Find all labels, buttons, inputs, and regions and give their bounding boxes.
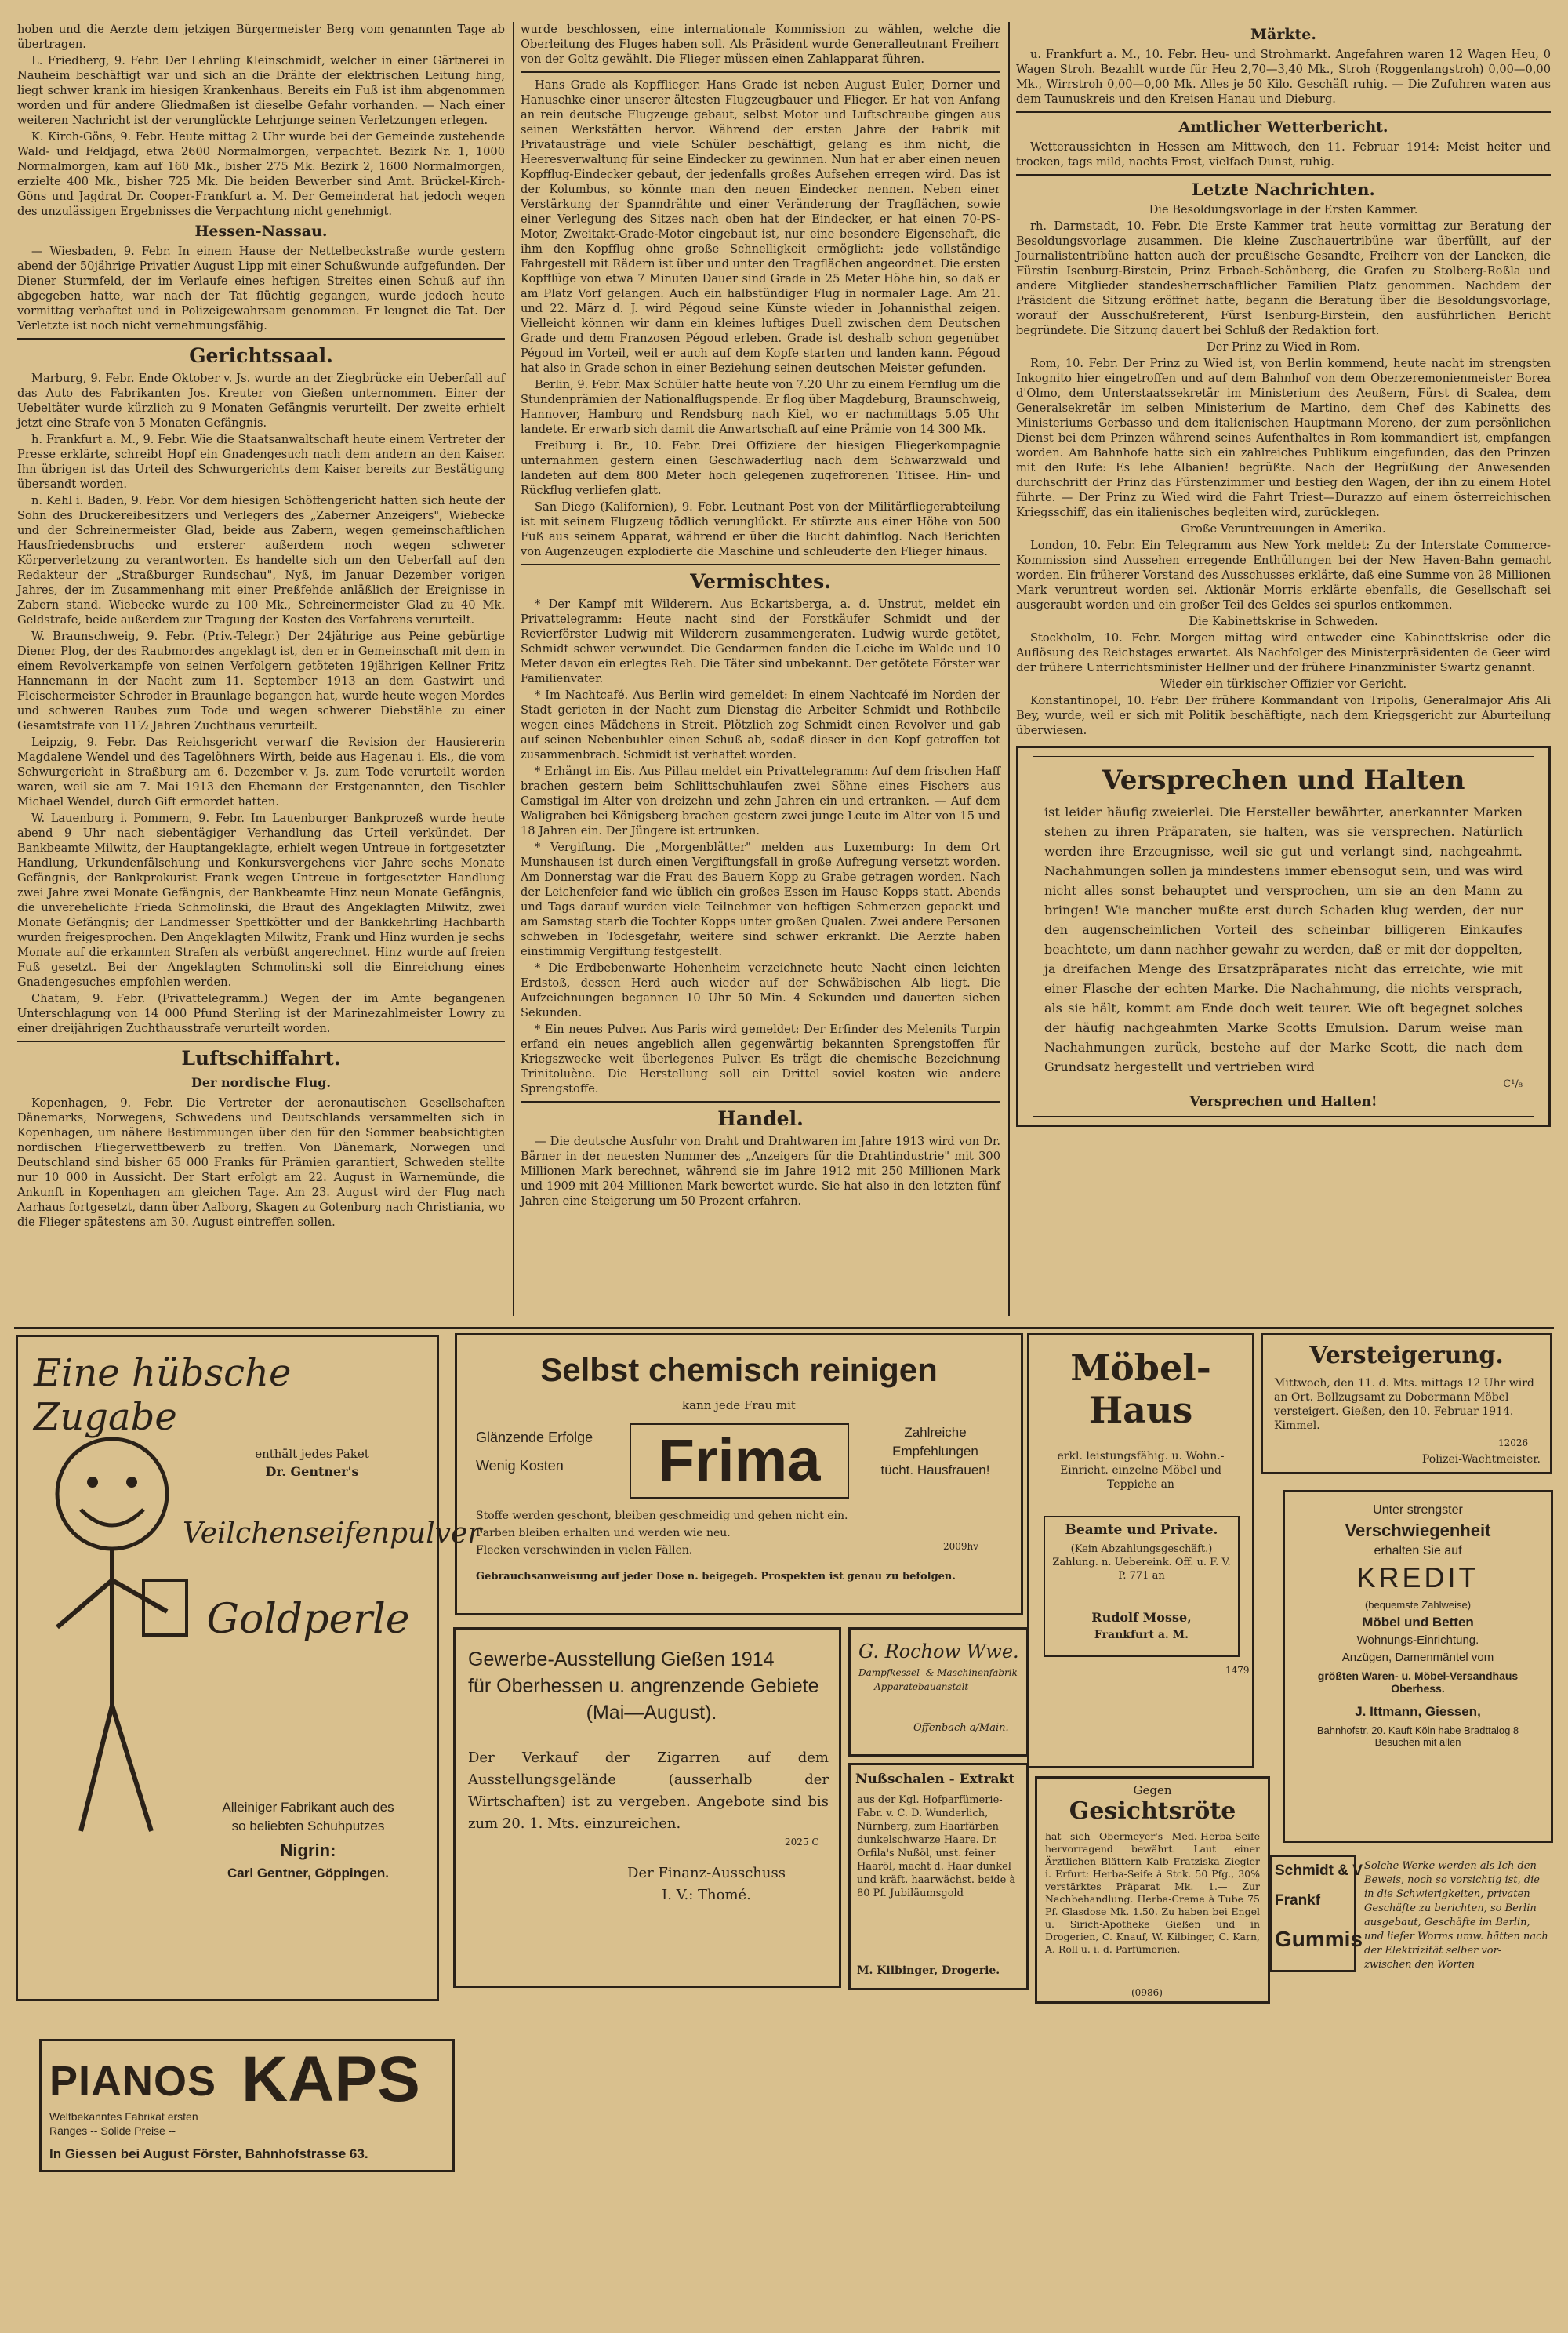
subheading: Die Kabinettskrise in Schweden.: [1189, 615, 1378, 628]
gewerbe-sign1: Der Finanz-Ausschuss: [627, 1865, 786, 1881]
gewerbe-code: 2025 C: [785, 1837, 819, 1848]
kredit-t4: KREDIT: [1356, 1561, 1479, 1593]
zugabe-brand: Goldperle: [206, 1596, 410, 1643]
divider: [1016, 111, 1551, 113]
kredit-t3: erhalten Sie auf: [1374, 1544, 1462, 1557]
ad-kredit: [1283, 1490, 1553, 1843]
frima-name: Frima: [658, 1427, 821, 1494]
ad-gewerbe-ausstellung: [453, 1627, 841, 1988]
article: — Die deutsche Ausfuhr von Draht und Drahtwaren im Jahre 1913 wird von Dr. Bärner in der neuesten Nummer des „Anzeigers für die Drahtindustrie" mit 300 Millionen Mark berechnet, während sie im Jahre 1912 mit 250 Millionen Mark und 1909 mit 204 Millionen Mark bewertet wurde. Sie hat also in den letzten fünf Jahren eine Steigerung um 50 Prozent erfahren.: [521, 1135, 1000, 1208]
sommer-code: (0986): [1131, 1987, 1163, 1998]
kredit-t2: Verschwiegenheit: [1345, 1521, 1491, 1540]
article: * Der Kampf mit Wilderern. Aus Eckartsberga, a. d. Unstrut, meldet ein Privattelegramm: Heute nacht sind der Forstkäufer Schmidt und der Revierförster Ludwig mit Wilderern zusammengeraten. Ludwig wurde getötet, Schmidt schwer verwundet. Die Gendarmen fanden die Leiche im Walde und 10 Meter davon ein erlegtes Reh. Die Täter sind unbekannt. Der getötete Förster war Familienvater.: [521, 598, 1000, 685]
kredit-t6: Möbel und Betten: [1362, 1615, 1474, 1630]
rochow-sub1: Dampfkessel- & Maschinenfabrik: [858, 1667, 1018, 1678]
column-divider: [1008, 22, 1010, 1316]
paragraph: L. Friedberg, 9. Febr. Der Lehrling Kleinschmidt, welcher in einer Gärtnerei in Nauheim beschäftigt war und sich an die Drähte der elektrischen Leitung hing, liegt schwer krank im hiesigen Krankenhaus. Bereits ein Fuß ist ihm abgenommen worden und für andere Gliedmaßen ist dieselbe Gefahr vorhanden. — Nach einer weiteren Nachricht ist der verunglückte Lehrjunge seinen Verletzungen erlegen.: [17, 54, 505, 127]
divider: [17, 338, 505, 340]
moebel-box1: Beamte und Private.: [1065, 1522, 1218, 1538]
article: Kopenhagen, 9. Febr. Die Vertreter der aeronautischen Gesellschaften Dänemarks, Norwegens, Schwedens und Deutschlands versammelten sich in Kopenhagen, um nähere Bestimmungen über den für den Sommer beabsichtigten nordischen Fliegerwettbewerb zu treffen. Von Dänemark, Norwegen und Deutschland sind bisher 65 000 Franks für Prämien garantiert, Schweden stellte nur 10 000 in Aussicht. Der Start erfolgt am 22. August in Warnemünde, die Ankunft in Kopenhagen am gleichen Tage. Am 23. August wird der Flug nach Aarhaus fortgesetzt, dann über Aalborg, Skagen zu Gotenburg nach Christiania, wo die Flieger spätestens am 30. August eintreffen sollen.: [17, 1096, 505, 1229]
versprechen-title: Versprechen und Halten: [1102, 765, 1465, 796]
schmidt-text: Solche Werke werden als Ich den Beweis, noch so vorsichtig ist, die in die Schwierigkeiten, privaten Geschäfte zu berichten, so Berlin ausgebaut, Geschäfte im Berlin, und liefer Worms umw. hätten nach der Elektrizität selber vor- zwischen den Worten: [1364, 1860, 1548, 1971]
gewerbe-t2: für Oberhessen u. angrenzende Gebiete: [468, 1675, 819, 1697]
article: Konstantinopel, 10. Febr. Der frühere Kommandant von Tripolis, Generalmajor Afis Ali Bey, wurde, weil er sich mit Politik beschäftigte, nach dem Kriegsgericht zur Aburteilung überwiesen.: [1016, 694, 1551, 737]
frima-kann: kann jede Frau mit: [682, 1398, 796, 1412]
ad-schmidt-gummis: [1270, 1855, 1552, 2082]
gewerbe-body: Der Verkauf der Zigarren auf dem Ausstellungsgelände (ausserhalb der Wirtschaften) ist zu vergeben. Angebote sind bis zum 20. 1. Mts. einzureichen.: [468, 1750, 829, 1832]
pianos-address: In Giessen bei August Förster, Bahnhofstrasse 63.: [49, 2146, 368, 2161]
ad-zugabe: [16, 1335, 481, 2001]
pianos-word: PIANOS: [49, 2058, 217, 2105]
article: rh. Darmstadt, 10. Febr. Die Erste Kammer trat heute vormittag zur Beratung der Besoldungsvorlage zusammen. Die kleine Zuschauertribüne war überfüllt, auf der Journalistentribüne hatten auch der preußische Gesandte, Freiherr von der Lancken, die Fürstin Isenburg-Birstein, Prinz Erbach-Schönberg, die Grafen zu Stolberg-Roßla und andere Mitglieder standesherrschaftlicher Familien Platz genommen. Nachdem der Präsident die Sitzung eröffnet hatte, begann die Beratung über die Besoldungsvorlage, worauf der Ausschußreferent, Fürst Isenburg-Birstein, den ausführlichen Bericht begründete. Die Sitzung dauert bei Schluß der Redaktion fort.: [1016, 220, 1551, 337]
zugabe-maker: Carl Gentner, Göppingen.: [227, 1866, 389, 1881]
rochow-name: G. Rochow Wwe.: [858, 1641, 1019, 1663]
article: Chatam, 9. Febr. (Privattelegramm.) Wegen der im Amte begangenen Unterschlagung von 14 000 Pfund Sterling ist der Marinezahlmeister Lowry zu einer dreijährigen Zuchthausstrafe verurteilt worden.: [17, 992, 505, 1035]
divider: [521, 564, 1000, 565]
column-3: [1016, 22, 1551, 1320]
paragraph: wurde beschlossen, eine internationale Kommission zu wählen, welche die Oberleitung des Fluges haben soll. Als Präsident wurde Generalleutnant Freiherr von der Goltz gewählt. Die Flieger müssen einen Zahlapparat führen.: [521, 23, 1000, 66]
article: u. Frankfurt a. M., 10. Febr. Heu- und Strohmarkt. Angefahren waren 12 Wagen Heu, 0 Wagen Stroh. Bezahlt wurde für Heu 2,70—3,40 Mk., Stroh (Roggenlangstroh) 0,00—0,00 Mk., Wirrstroh 0,00—0,00 Mk. Alles je 50 Kilo. Geschäft ruhig. — Die Zufuhren waren aus dem Taunuskreis und den Kreisen Hanau und Dieburg.: [1016, 48, 1551, 106]
ad-gesichtsroete: [1035, 1776, 1270, 2004]
schmidt-brand2: Frankf: [1275, 1892, 1321, 1909]
smiley-figure-icon: [34, 1423, 191, 1862]
moebel-text: erkl. leistungsfähig. u. Wohn.-Einricht. einzelne Möbel und Teppiche an: [1057, 1450, 1225, 1491]
zugabe-line1: Alleiniger Fabrikant auch des: [222, 1800, 394, 1815]
frima-left1: Glänzende Erfolge: [476, 1430, 593, 1445]
pianos-sub1: Weltbekanntes Fabrikat ersten: [49, 2110, 198, 2123]
article: Leipzig, 9. Febr. Das Reichsgericht verwarf die Revision der Hausiererin Magdalene Wendel und des Tagelöhners Wirth, beide aus Hagenau i. Els., die vom Schwurgericht in Straßburg am 6. Dezember v. Js. zum Tode verurteilt worden waren, weil sie am 7. Mai 1913 den Ehemann der Erstgenannten, den Tischler Michael Wendel, durch Gift ermordet hatten.: [17, 736, 505, 809]
versprechen-container: [1013, 1196, 1552, 1321]
versteig-text: Mittwoch, den 11. d. Mts. mittags 12 Uhr wird an Ort. Bollzugsamt zu Dobermann Möbel versteigert. Gießen, den 10. Februar 1914. Kimmel.: [1274, 1377, 1534, 1432]
zugabe-small1: enthält jedes Paket: [255, 1447, 369, 1461]
paragraph: hoben und die Aerzte dem jetzigen Bürgermeister Berg vom genannten Tage ab übertragen.: [17, 23, 505, 51]
rochow-sub2: Apparatebauanstalt: [874, 1681, 969, 1692]
kredit-t11: Bahnhofstr. 20. Kauft Köln habe Bradttalog 8 Besuchen mit allen: [1316, 1724, 1519, 1748]
section-heading: Vermischtes.: [690, 570, 831, 593]
article: Rom, 10. Febr. Der Prinz zu Wied ist, von Berlin kommend, heute nacht im strengsten Inkognito hier eingetroffen und auf dem Bahnhof von dem Oberzeremonienmeister Borea d'Olmo, dem Unterstaatssekretär im Ministerium des Aeußern, Fürst di Scalea, dem Generalsekretär im selben Ministerium de Martino, dem Chef des Kabinetts des Ministeriums Gerbasso und dem italienischen Hauptmann Moreno, der zum persönlichen Dienst bei dem Prinzen während seines Aufenthaltes in Rom kommandiert ist, empfangen worden. Am Bahnhofe hatte sich ein zahlreiches Publikum eingefunden, das den Prinzen mit den Rufe: Es lebe Albanien! begrüßte. Nach der Begrüßung der Anwesenden durchschritt der Prinz das Fürstenzimmer und bestieg den Wagen, der ihn zu einem Hotel führte. — Der Prinz zu Wied wird die Fahrt Triest—Durazzo auf einem österreichischen Kriegsschiff, das ein italienisches begleiten wird, zurücklegen.: [1016, 357, 1551, 519]
article: * Vergiftung. Die „Morgenblätter" melden aus Luxemburg: In dem Ort Munshausen ist durch einen Vergiftungsfall in große Aufregung versetzt worden. Am Donnerstag war die Frau des Bauern Kopp zu Grabe getragen worden. Nach der Leichenfeier fand wie üblich ein großes Essen im Hause Kopps statt. Abends und Tags darauf wurden viele Teilnehmer von heftigen Schmerzen gepackt und am Samstag starb die Tochter Kopps unter großen Qualen. Zwei andere Personen schweben in Todesgefahr, weitere sind schwer erkrankt. Die Aerzte haben einstimmig Vergiftung festgestellt.: [521, 841, 1000, 958]
frima-line2: Farben bleiben erhalten und werden wie neu.: [476, 1527, 731, 1539]
article: * Die Erdbebenwarte Hohenheim verzeichnete heute Nacht einen leichten Erdstoß, dessen Herd auch wieder auf der Schwäbischen Alb liegt. Die Aufzeichnungen begannen 10 Uhr 50 Min. 4 Sekunden und dauerten sieben Sekunden.: [521, 961, 1000, 1019]
sommer-head2: Gesichtsröte: [1069, 1797, 1236, 1825]
zugabe-nigrin: Nigrin:: [280, 1841, 336, 1860]
subheading: Der Prinz zu Wied in Rom.: [1207, 340, 1360, 354]
moebel-box4: Frankfurt a. M.: [1094, 1629, 1189, 1641]
article: * Im Nachtcafé. Aus Berlin wird gemeldet: In einem Nachtcafé im Norden der Stadt gerieten in der Nacht zum Dienstag die Arbeiter Schmidt und Rothbeile wegen eines Mädchens in Streit. Plötzlich zog Schmidt einen Revolver und gab auf seinen Nebenbuhler einen Schuß ab, sodaß dieser in den Kopf getroffen tot zusammenbrach. Schmidt ist verhaftet worden.: [521, 689, 1000, 761]
article: * Ein neues Pulver. Aus Paris wird gemeldet: Der Erfinder des Melenits Turpin erfand ein neues angeblich allen gegenwärtig bekannten Sprengstoffen für Kriegszwecke weit überlegenes Pulver. Es trägt die chemische Bezeichnung Trinitoluène. Die Herstellung soll ein Drittel soviel kosten wie andere Sprengstoffe.: [521, 1023, 1000, 1096]
paragraph: — Wiesbaden, 9. Febr. In einem Hause der Nettelbeckstraße wurde gestern abend der 50jährige Privatier August Lipp mit einer Schußwunde aufgefunden. Der Diener Sturmfeld, der im Verlaufe eines heftigen Streites einen Schuß auf ihn abgegeben hatte, war nach der Tat flüchtig gegangen, wurde jedoch heute vormittag verhaftet und in Polizeigewahrsam genommen. Er leugnet die Tat. Der Verletzte ist noch nicht vernehmungsfähig.: [17, 245, 505, 333]
moebel-code: 1479: [1225, 1665, 1250, 1676]
divider: [521, 71, 1000, 73]
schmidt-brand3: Gummis: [1275, 1927, 1363, 1951]
moebel-box3: Rudolf Mosse,: [1091, 1610, 1192, 1625]
column-2: [521, 22, 1000, 1325]
subheading: Wieder ein türkischer Offizier vor Gericht.: [1160, 678, 1407, 691]
versteig-sign: Polizei-Wachtmeister.: [1421, 1453, 1541, 1466]
pianos-sub2: Ranges -- Solide Preise --: [49, 2124, 176, 2137]
article: W. Braunschweig, 9. Febr. (Priv.-Telegr.) Der 24jährige aus Peine gebürtige Diener Plog, der des Raubmordes angeklagt ist, den er in Gemeinschaft mit dem in einem Revolverkampfe von seinen Verfolgern getöteten 19jährigen Kellner Fritz Hannemann in der Nacht zum 11. September 1913 an dem Gastwirt und Fleischermeister Schroder in Braunlage begangen hat, wurde heute wegen Mordes und schweren Raubes zum Tode und wegen schwerer Diebstähle zu einer Gesamtstrafe von 11½ Jahren Zuchthaus verurteilt.: [17, 630, 505, 732]
sommer-text: hat sich Obermeyer's Med.-Herba-Seife hervorragend bewährt. Laut einer Ärztlichen Blättern Kalb Fratziska Ziegler i. Erfurt: Herba-Seife à Stck. 50 Pfg., 30% verstärktes Präparat Mk. 1.— Zur Nachbehandlung. Herba-Creme à Tube 75 Pf. Glasdose Mk. 1.50. Zu haben bei Engel u. Sirich-Apotheke Gießen und in Drogerien, C. Knauf, W. Kilbinger, C. Karn, A. Roll u. i. d. Parfümerien.: [1045, 1830, 1260, 1955]
pianos-brand: KAPS: [241, 2044, 420, 2115]
paragraph: K. Kirch-Göns, 9. Febr. Heute mittag 2 Uhr wurde bei der Gemeinde zustehende Wald- und Feldjagd, etwa 2600 Normalmorgen, verpachtet. Bezirk Nr. 1, 1000 Normalmorgen, kam auf 160 Mk., bisher 275 Mk. Bezirk 2, 1600 Normalmorgen, erzielte 400 Mk., bisher 725 Mk. Die beiden Bewerber sind Amt. Brückel-Kirch-Göns und Jagdrat Dr. Cooper-Frankfurt a. M. Der Gemeinderat hat jedoch wegen des unzulässigen Ergebnisses die Verpachtung nicht genehmigt.: [17, 130, 505, 218]
nuss-text: aus der Kgl. Hofparfümerie-Fabr. v. C. D. Wunderlich, Nürnberg, zum Haarfärben dunkelschwarze Haare. Dr. Orfila's Nußöl, unst. feiner Haaröl, macht d. Haar dunkel und kräft. haarwächst. beide à 80 Pf. Jubiläumsgold: [857, 1794, 1016, 1899]
divider: [521, 1101, 1000, 1103]
sommer-head1: Gegen: [1133, 1783, 1172, 1797]
gewerbe-sign2: I. V.: Thomé.: [662, 1887, 751, 1903]
ad-frima: [455, 1333, 1023, 1615]
versprechen-text: ist leider häufig zweierlei. Die Hersteller bewährter, anerkannter Marken stehen zu ihren Präparaten, sie halten, was sie versprechen. Natürlich werden ihre Erzeugnisse, weil sie gut und verlangt sind, nachgeahmt. Nachahmungen sollen ja mindestens immer ebensogut sein, und was wird nicht alles sonst behauptet und versprochen, um sie an den Mann zu bringen! Wie mancher mußte erst durch Schaden klug werden, der nur den augenscheinlichen Vorteil des scheinbar billigeren Einkaufes beachtete, um dann nachher gewahr zu werden, daß er mit der doppelten, ja dreifachen Menge des Ersatzpräparates nicht das erreichte, wie mit einer Flasche der echten Marke. Die Nachahmung, die nichts versprach, als sie hält, kommt am Ende doch weit teurer. Wie oft begegnet solches der häufig nachgeahmten Marke Scotts Emulsion. Darum weise man Nachahmungen zurück, bestehe auf der Marke Scott, die nach dem Grundsatz hergestellt und vertrieben wird: [1044, 805, 1523, 1074]
ad-versprechen-und-halten-box: [1016, 746, 1551, 1127]
zugabe-line2: so beliebten Schuhputzes: [231, 1819, 385, 1833]
kredit-t8: Anzügen, Damenmäntel vom: [1341, 1651, 1494, 1664]
frima-line4: Gebrauchsanweisung auf jeder Dose n. beigegeb. Prospekten ist genau zu befolgen.: [476, 1571, 956, 1583]
versteig-code: 12026: [1498, 1437, 1529, 1448]
column-divider: [513, 22, 514, 1316]
section-heading: Gerichtssaal.: [189, 344, 333, 367]
moebel-box2: (Kein Abzahlungsgeschäft.) Zahlung. n. Uebereink. Off. u. F. V. P. 771 an: [1052, 1543, 1231, 1582]
article: Hans Grade als Kopfflieger. Hans Grade ist neben August Euler, Dorner und Hanuschke einer unserer ältesten Flugzeugbauer und Flieger. Er hat von Anfang an rein deutsche Flugzeuge gebaut, selbst Motor und Luftschraube gingen aus seinen Werkstätten hervor. Während der ersten Jahre der Fabrik mit Privatausträge und viele Schüler beschäftigt, gelang es ihm nicht, die Heeresverwaltung für seine Eindecker zu gewinnen. Nun hat er aber einen neuen Kopfflug-Eindecker gebaut, der jedenfalls großes Aufsehen erregen wird. Das ist der Kolumbus, so könnte man den neuen Eindecker nennen. Neben einer Verstärkung der Spanndrähte und einer Veränderung der Tragflächen, sowie einer Verlegung des Sitzes nach oben hat der Eindecker, er hat einen 70-PS-Motor, Zweitakt-Grade-Motor eingebaut ist, nur eine besondere Eigenschaft, die ihm den Kopfflug ohne große Schnelligkeit ermöglicht: jede vollständige Fahrgestell mit Rädern ist über und unter den Tragflächen angeordnet. Die ersten Kopfflüge von etwa 7 Minuten Dauer sind Grade in 25 Meter Höhe hin, so daß er am Platz Vorf gelangen. Auch ein halbstündiger Flug in normaler Lage. Am 21. und 22. März d. J. wird Pégoud seine Künste wieder in Johannisthal zeigen. Vielleicht können wir dann ein kleines luftiges Duell zwischen dem Deutschen Grade und dem Franzosen Pégoud erleben. Grade ist deshalb schon gegenüber Pégoud im Vorteil, weil er auch auf dem Kopfe starten und landen kann. Pégoud hat also in Grade schon in einer Beziehung seinen deutschen Meister gefunden.: [521, 78, 1000, 375]
versprechen-closing: Versprechen und Halten!: [1189, 1094, 1377, 1110]
ad-moebel-haus: [1027, 1333, 1254, 1768]
article: h. Frankfurt a. M., 9. Febr. Wie die Staatsanwaltschaft heute einem Vertreter der Presse erklärte, schreibt Hopf ein Gnadengesuch nach dem andern an den Kaiser. Ihn übrigen ist das Urteil des Schwurgerichts dem Kaiser bereits zur Bestätigung übersandt worden.: [17, 433, 505, 491]
frima-right2: Empfehlungen: [892, 1444, 978, 1459]
gewerbe-t3: (Mai—August).: [586, 1702, 717, 1724]
schmidt-brand1: Schmidt & V: [1275, 1862, 1363, 1879]
kredit-t7: Wohnungs-Einrichtung.: [1356, 1633, 1479, 1647]
ad-rochow: [848, 1627, 1029, 1757]
frima-headline: Selbst chemisch reinigen: [540, 1351, 938, 1388]
frima-right3: tücht. Hausfrauen!: [880, 1463, 990, 1477]
article: W. Lauenburg i. Pommern, 9. Febr. Im Lauenburger Bankprozeß wurde heute abend 9 Uhr nach siebentägiger Verhandlung das Urteil verkündet. Der Bankbeamte Milwitz, der Hauptangeklagte, erhielt wegen Untreue in fortgesetzter Handlung, Urkundenfälschung und Konkursvergehens vier Jahre sechs Monate Gefängnis, der Bankprokurist Frank wegen Untreue in fortgesetzter Handlung zwei Jahre zwei Monate Gefängnis, der Bankbeamte Hinz neun Monate Gefängnis, die unverehelichte Frieda Schmolinski, die Braut des Angeklagten Milwitz, zwei Monate Gefängnis; der Landmesser Spettkötter und der Bankkehrling Hachbarth wurden freigesprochen. Den Angeklagten Milwitz, Frank und Hinz wurden je sechs Monate auf die erkannten Strafen als verbüßt angerechnet. Hinz wurde auf freien Fuß gesetzt. Bei der Angeklagten Schmolinski soll die Einreichung eines Gnadengesuches empfohlen werden.: [17, 812, 505, 989]
article: Wetteraussichten in Hessen am Mittwoch, den 11. Februar 1914: Meist heiter und trocken, tags mild, nachts Frost, vielfach Dunst, ruhig.: [1016, 140, 1551, 169]
article: Freiburg i. Br., 10. Febr. Drei Offiziere der hiesigen Fliegerkompagnie unternahmen gestern einen Geschwaderflug nach dem Schwarzwald und landeten auf dem 800 Meter hoch gelegenen zugefrorenen Titisee. Hin- und Rückflug verliefen glatt.: [521, 439, 1000, 497]
frima-line3: Flecken verschwinden in vielen Fällen.: [476, 1544, 693, 1557]
subheading: Der nordische Flug.: [191, 1075, 331, 1090]
article: * Erhängt im Eis. Aus Pillau meldet ein Privattelegramm: Auf dem frischen Haff brachen gestern beim Schlittschuhlaufen zwei Söhne eines Fischers aus Camstigal im Alter von dreizehn und zehn Jahren ein und ertranken. — Auf dem Waligraben bei Königsberg brachen gestern zwei junge Leute im Alter von 15 und 18 Jahren ein. Der Jüngere ist ertrunken.: [521, 765, 1000, 838]
article: Berlin, 9. Febr. Max Schüler hatte heute von 7.20 Uhr zu einem Fernflug um die Stundenprämien der Nationalflugspende. Er flog über Magdeburg, Braunschweig, Hannover, Hamburg und Rendsburg nach Kiel, wo er nachmittags 5.05 Uhr landete. Er erwarb sich damit die Anwartschaft auf eine Prämie von 14 300 Mk.: [521, 378, 1000, 436]
section-heading: Letzte Nachrichten.: [1192, 180, 1375, 199]
frima-code: 2009hv: [943, 1541, 979, 1552]
divider: [17, 1041, 505, 1042]
ad-pianos-kaps: [39, 2039, 455, 2172]
nuss-title: Nußschalen - Extrakt: [855, 1772, 1015, 1787]
frima-right1: Zahlreiche: [904, 1425, 967, 1440]
column-1: [17, 22, 505, 1325]
frima-left2: Wenig Kosten: [476, 1458, 564, 1474]
gewerbe-t1: Gewerbe-Ausstellung Gießen 1914: [468, 1648, 775, 1670]
versteig-title: Versteigerung.: [1309, 1342, 1504, 1369]
frima-line1: Stoffe werden geschont, bleiben geschmeidig und gehen nicht ein.: [476, 1510, 848, 1522]
subheading: Die Besoldungsvorlage in der Ersten Kammer.: [1149, 203, 1418, 216]
moebel-title1: Möbel-: [1070, 1346, 1211, 1389]
versprechen-mark: C¹/₈: [1503, 1078, 1523, 1090]
ad-nussschalen-extrakt: [848, 1763, 1029, 1990]
article: n. Kehl i. Baden, 9. Febr. Vor dem hiesigen Schöffengericht hatten sich heute der Sohn des Druckereibesitzers und Verlegers des „Zaberner Anzeigers", Wiebecke und der Schreinermeister Glad, beide aus Zabern, wegen gemeinschaftlichen Hausfriedensbruchs und ersterer außerdem noch wegen schwerer Körperverletzung zu verantworten. Es handelte sich um den Ueberfall auf den Redakteur der „Straßburger Rundschau", Nyß, im Januar Dezember vorigen Jahres, der im Zusammenhang mit einer Preßfehde anläßlich der Ereignisse in Zabern stand. Wiebecke wurde zu 100 Mk., Schreinermeister Glad zu 40 Mk. Geldstrafe, beide außerdem zur Tragung der Kosten des Verfahrens verurteilt.: [17, 494, 505, 627]
article: Stockholm, 10. Febr. Morgen mittag wird entweder eine Kabinettskrise oder die Auflösung des Reichstages erwartet. Als Nachfolger des Ministerpräsidenten de Geer wird der frühere Unterrichtsminister Hellner und der frühere Finanzminister Swartz genannt.: [1016, 631, 1551, 674]
section-heading: Luftschiffahrt.: [181, 1047, 341, 1070]
kredit-t9: größten Waren- u. Möbel-Versandhaus Oberhess.: [1317, 1670, 1519, 1695]
nuss-sign: M. Kilbinger, Drogerie.: [857, 1964, 1000, 1977]
kredit-t1: Unter strengster: [1373, 1503, 1463, 1517]
zugabe-headline: Eine hübsche Zugabe: [34, 1351, 292, 1439]
divider: [1016, 174, 1551, 176]
section-heading: Handel.: [717, 1107, 804, 1130]
ads-divider: [14, 1327, 1554, 1329]
moebel-title2: Haus: [1088, 1389, 1193, 1431]
rochow-place: Offenbach a/Main.: [913, 1722, 1009, 1734]
kredit-t5: (bequemste Zahlweise): [1364, 1599, 1472, 1611]
kredit-t10: J. Ittmann, Giessen,: [1355, 1704, 1481, 1719]
section-heading: Märkte.: [1250, 26, 1316, 43]
ad-versteigerung: [1261, 1333, 1552, 1474]
article: Marburg, 9. Febr. Ende Oktober v. Js. wurde an der Ziegbrücke ein Ueberfall auf das Auto des Fabrikanten Jos. Kreuter von Gießen unternommen. Einer der Uebeltäter wurde kürzlich zu 9 Monaten Gefängnis verurteilt. Der zweite erhielt jetzt eine Strafe von 5 Monaten Gefängnis.: [17, 372, 505, 430]
zugabe-small2: Dr. Gentner's: [265, 1464, 359, 1479]
article: London, 10. Febr. Ein Telegramm aus New York meldet: Zu der Interstate Commerce-Kommission sind Aussehen erregende Enthüllungen bei der New Haven-Bahn gemacht worden. Ein früherer Vorstand des Ausschusses erklärte, daß eine Summe von 28 Millionen Mark veruntreut worden sei. Aktionär Morris erklärte ebenfalls, die Gesellschaft sei ausgeraubt worden und ein großer Teil des Geldes sei spurlos entkommen.: [1016, 539, 1551, 612]
article: San Diego (Kalifornien), 9. Febr. Leutnant Post von der Militärfliegerabteilung ist mit seinem Flugzeug tödlich verunglückt. Er stürzte aus einer Höhe von 500 Fuß aus seinem Apparat, während er über die Bucht dahinflog. Nach Berichten von Augenzeugen explodierte die Maschine und schleuderte den Flieger hinaus.: [521, 500, 1000, 558]
section-heading: Amtlicher Wetterbericht.: [1178, 118, 1388, 136]
subheading: Große Veruntreuungen in Amerika.: [1181, 522, 1386, 536]
section-heading: Hessen-Nassau.: [194, 223, 328, 240]
zugabe-product: Veilchenseifenpulver: [183, 1517, 481, 1550]
